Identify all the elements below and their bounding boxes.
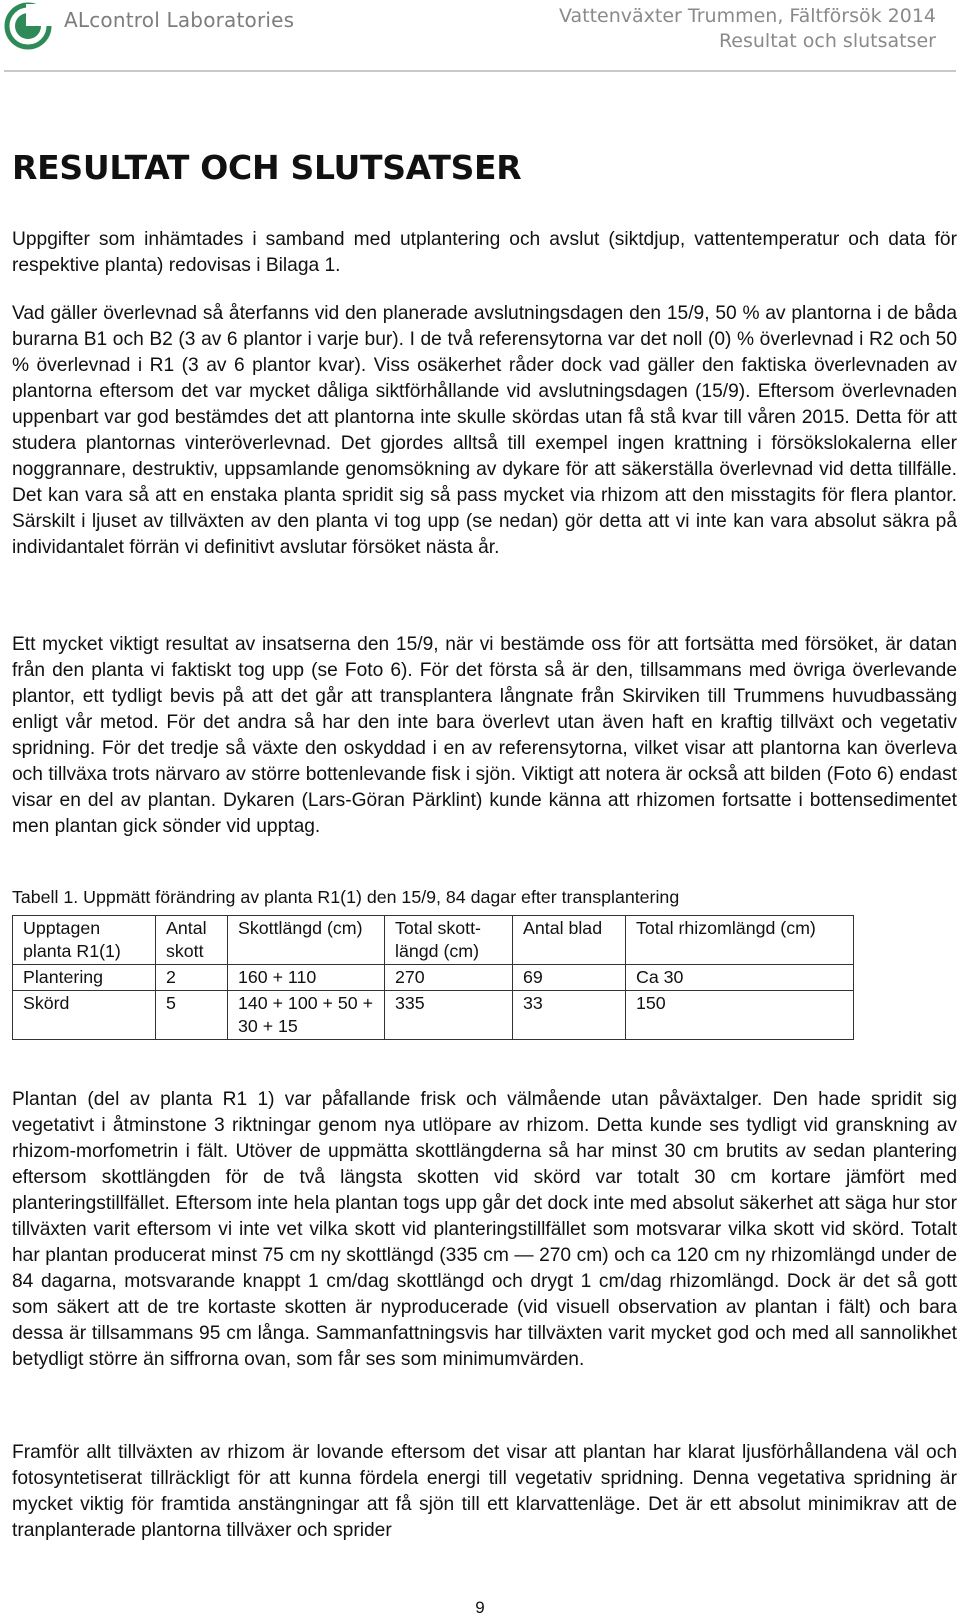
table-cell: 270 (385, 965, 513, 991)
table-cell: 5 (156, 991, 228, 1040)
paragraph-4: Plantan (del av planta R1 1) var påfallande frisk och välmående utan påväxtalger. Den hade spridit sig vegetativt i åtminstone 3 riktningar genom nya utlöpare av rhizom. Detta kunde ses tydligt vid granskning av rhizom-morfometrin i fält. Utöver de uppmätta skottlängderna så har minst 30 cm brutits av sedan plantering eftersom skottlängden för de två längsta skotten vid skörd var totalt 30 cm kortare jämfört med planteringstillfället. Eftersom inte hela plantan togs upp går det dock inte med absolut säkerhet att säga hur stor tillväxten varit eftersom vi inte vet vilka skott vid planteringstillfället som motsvarar vilka skott vid skörd. Totalt har plantan producerat minst 75 cm ny skottlängd (335 cm — 270 cm) och ca 120 cm ny rhizomlängd under de 84 dagarna, motsvarande knappt 1 cm/dag skottlängd och drygt 1 cm/dag rhizomlängd. Dock är det så gott som säkert att de tre kortaste skotten är nyproducerade (vid visuell observation av plantan i fält) och bara dessa är tillsammans 95 cm långa. Sammanfattningsvis har tillväxten varit mycket god och med all sannolikhet betydligt större än siffrorna ovan, som får ses som minimumvärden. (12, 1089, 958, 1370)
header-divider (4, 70, 956, 72)
report-title: Vattenväxter Trummen, Fältförsök 2014 (558, 5, 936, 27)
results-table (12, 915, 854, 1040)
table-cell: Ca 30 (626, 965, 854, 991)
table-cell: 69 (513, 965, 626, 991)
section-title: Resultat och slutsatser (718, 30, 936, 52)
paragraph-5: Framför allt tillväxten av rhizom är lovande eftersom det visar att plantan har klarat ljusförhållandena väl och fotosyntetiserat tillräckligt för att kunna fördela energi till vegetativ spridning. Denna vegetativa spridning är mycket viktig för framtida anstängningar att få sjön till ett klarvattenläge. Det är ett absolut minimikrav att de tranplanterade plantorna tillväxer och sprider (12, 1442, 957, 1541)
table-header-cell: Total skott-längd (cm) (385, 916, 513, 965)
paragraph-3: Ett mycket viktigt resultat av insatserna den 15/9, när vi bestämde oss för att fortsätta med försöket, är datan från den planta vi faktiskt tog upp (se Foto 6). För det första så är den, tillsammans med övriga överlevande plantor, ett tydligt bevis på att det går att transplantera långnate från Skirviken till Trummens huvudbassäng enligt vår metod. För det andra så har den inte bara överlevt utan även haft en kraftig tillväxt och vegetativ spridning. För det tredje så växte den oskyddad i en av referensytorna, vilket visar att plantorna kan överleva och tillväxa trots närvaro av större bottenlevande fisk i sjön. Viktigt att notera är också att bilden (Foto 6) endast visar en del av plantan. Dykaren (Lars-Göran Pärklint) kunde känna att rhizomen fortsatte i bottensedimentet men plantan gick sönder vid upptag. (12, 634, 957, 837)
table-header-cell: Antal skott (156, 916, 228, 965)
table-row (13, 965, 854, 991)
table-header-cell: Upptagen planta R1(1) (13, 916, 156, 965)
table-cell: 335 (385, 991, 513, 1040)
table-cell: 140 + 100 + 50 + 30 + 15 (228, 991, 385, 1040)
table-header-cell: Skottlängd (cm) (228, 916, 385, 965)
paragraph-2: Vad gäller överlevnad så återfanns vid den planerade avslutningsdagen den 15/9, 50 % av plantorna i de båda burarna B1 och B2 (3 av 6 plantor i varje bur). I de två referensytorna var det noll (0) % överlevnad i R2 och 50 % överlevnad i R1 (3 av 6 plantor kvar). Viss osäkerhet råder dock vad gäller den faktiska överlevnaden av plantorna eftersom det var mycket dåliga siktförhållande vid avslutningsdagen (15/9). Eftersom överlevnaden uppenbart var god bestämdes det att plantorna inte skulle skördas utan få stå kvar till våren 2015. Detta för att studera plantornas vinteröverlevnad. Det gjordes alltså till exempel ingen krattning i försökslokalerna eller noggrannare, destruktiv, uppsamlande genomsökning av dykare för att säkerställa överlevnad vid detta tillfälle. Det kan vara så att en enstaka planta spridit sig så pass mycket via rhizom att den misstagits för flera plantor. Särskilt i ljuset av tillväxten av den planta vi tog upp (se nedan) gör detta att vi inte kan vara absolut säkra på individantalet förrän vi definitivt avslutar försöket nästa år. (12, 303, 957, 558)
table-header-cell: Total rhizomlängd (cm) (626, 916, 854, 965)
table-cell: Plantering (13, 965, 156, 991)
table-row (13, 991, 854, 1040)
alcontrol-logo-icon (4, 2, 52, 50)
paragraph-1: Uppgifter som inhämtades i samband med utplantering och avslut (siktdjup, vattentemperatur och data för respektive planta) redovisas i Bilaga 1. (12, 229, 957, 276)
table-cell: 2 (156, 965, 228, 991)
table-caption: Tabell 1. Uppmätt förändring av planta R1(1) den 15/9, 84 dagar efter transplantering (12, 887, 680, 907)
org-name: ALcontrol Laboratories (64, 8, 295, 32)
table-cell: Skörd (13, 991, 156, 1040)
table-cell: 33 (513, 991, 626, 1040)
table-cell: 150 (626, 991, 854, 1040)
table-cell: 160 + 110 (228, 965, 385, 991)
table-header-row (13, 916, 854, 965)
page-title: RESULTAT OCH SLUTSATSER (12, 148, 522, 187)
table-header-cell: Antal blad (513, 916, 626, 965)
running-header (559, 4, 936, 54)
page-number: 9 (475, 1598, 485, 1617)
page-header (0, 0, 960, 74)
